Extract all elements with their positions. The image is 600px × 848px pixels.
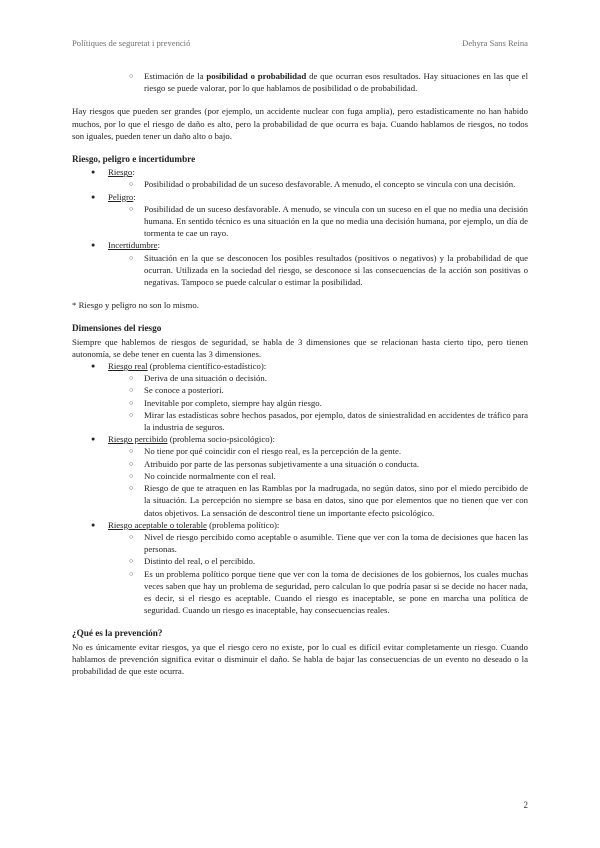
list-item: ● Riesgo real (problema científico-estadístico):	[72, 360, 528, 372]
section-title-dimensiones: Dimensiones del riesgo	[72, 323, 162, 334]
list-subitem: ○ No coincide normalmente con el real.	[72, 470, 528, 482]
list-subitem: ○ Situación en la que se desconocen los posibles resultados (positivos o negativos) y la probabilidad de que ocurran. Utilizada en la sociedad del riesgo, se desconoce si las consecuencias de la acción son positivas o negativas. Tampoco se puede calcular o estimar la posibilidad.	[72, 252, 528, 289]
section-intro: Siempre que hablemos de riesgos de seguridad, se habla de 3 dimensiones que se relacionan hasta cierto tipo, pero tienen autonomía, se debe tener en cuenta las 3 dimensiones.	[72, 336, 528, 359]
note: * Riesgo y peligro no son lo mismo.	[72, 300, 199, 311]
page-content	[72, 70, 528, 677]
section-title-prevencion: ¿Qué es la prevención?	[72, 628, 163, 639]
definition-list	[72, 166, 528, 288]
list-subitem: ○ Distinto del real, o el percibido.	[72, 555, 528, 567]
list-item: ● Riesgo aceptable o tolerable (problema político):	[72, 519, 528, 531]
list-subitem: ○ No tiene por qué coincidir con el riesgo real, es la percepción de la gente.	[72, 445, 528, 457]
intro-bullet: ○ Estimación de la posibilidad o probabilidad de que ocurran esos resultados. Hay situaciones en las que el riesgo se puede valorar, por lo que hablamos de posibilidad o de probabilidad.	[72, 70, 528, 94]
header-author: Dehyra Sans Reina	[462, 38, 528, 48]
list-item: ● Riesgo percibido (problema socio-psicológico):	[72, 433, 528, 445]
list-subitem: ○ Se conoce a posteriori.	[72, 384, 528, 396]
list-subitem: ○ Deriva de una situación o decisión.	[72, 372, 528, 384]
section-title-riesgo: Riesgo, peligro e incertidumbre	[72, 154, 196, 165]
page-number: 2	[523, 800, 528, 810]
list-subitem: ○ Es un problema político porque tiene que ver con la toma de decisiones de los gobiernos, los cuales muchas veces saben que hay un problema de seguridad, pero calculan lo que podría pasar si se decide no hacer nada, es decir, si el riesgo es aceptable. Cuando el riesgo es inaceptable, se pone en marcha una política de seguridad. Cuando un riesgo es inaceptable, hay consecuencias reales.	[72, 568, 528, 617]
list-item: ● Incertidumbre:	[72, 239, 528, 251]
list-subitem: ○ Posibilidad o probabilidad de un suceso desfavorable. A menudo, el concepto se vincula con una decisión.	[72, 178, 528, 190]
list-subitem: ○ Nivel de riesgo percibido como aceptable o asumible. Tiene que ver con la toma de decisiones que hacen las personas.	[72, 531, 528, 555]
list-item: ● Peligro:	[72, 191, 528, 203]
list-subitem: ○ Riesgo de que te atraquen en las Ramblas por la madrugada, no según datos, sino por el miedo percibido de la situación. La percepción no siempre se basa en datos, sino que por elementos que no tienen que ver con datos objetivos. La sensación de descontrol tiene un importante efecto psicológico.	[72, 482, 528, 519]
dimensions-list	[72, 360, 528, 616]
intro-paragraph: Hay riesgos que pueden ser grandes (por ejemplo, un accidente nuclear con fuga amplia), pero estadísticamente no han habido muchos, por lo que el riesgo de daño es alto, pero la probabilidad de que ocurra es baja. Cuando hablamos de riesgos, no todos son iguales, pueden tener un daño alto o bajo.	[72, 106, 528, 141]
list-subitem: ○ Posibilidad de un suceso desfavorable. A menudo, se vincula con un suceso en el que no media una decisión humana. En sentido técnico es una situación en la que no media una decisión humana, por ejemplo, un día de tormenta te cae un rayo.	[72, 203, 528, 240]
prevention-paragraph: No es únicamente evitar riesgos, ya que el riesgo cero no existe, por lo cual es difícil evitar completamente un riesgo. Cuando hablamos de prevención significa evitar o disminuir el daño. Se habla de bajar las consecuencias de un evento no deseado o la probabilidad de que este ocurra.	[72, 641, 528, 676]
list-subitem: ○ Mirar las estadísticas sobre hechos pasados, por ejemplo, datos de siniestralidad en accidentes de tráfico para la industria de seguros.	[72, 409, 528, 433]
list-item: ● Riesgo:	[72, 166, 528, 178]
header-course-title: Polítiques de seguretat i prevenció	[72, 38, 191, 48]
list-subitem: ○ Inevitable por completo, siempre hay algún riesgo.	[72, 397, 528, 409]
list-subitem: ○ Atribuido por parte de las personas subjetivamente a una situación o conducta.	[72, 458, 528, 470]
